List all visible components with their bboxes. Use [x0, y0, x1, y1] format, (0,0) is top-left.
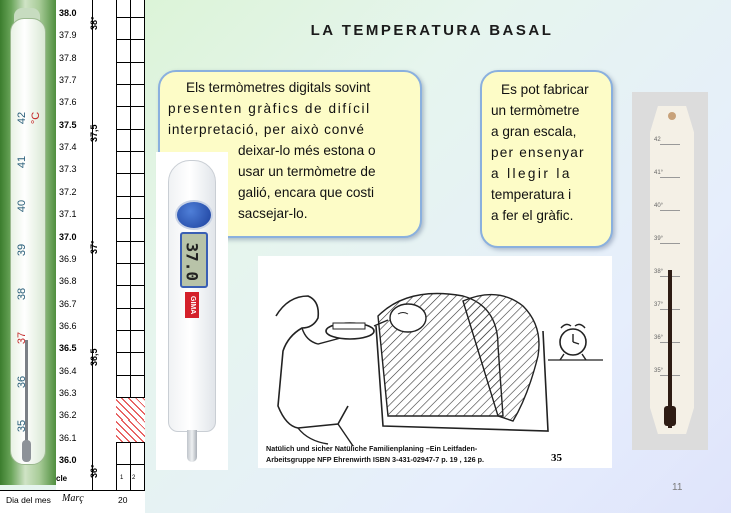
chart-y-label: 36.7 [59, 298, 77, 309]
scale-label: 41° [654, 170, 664, 176]
chart-y-label: 37.5 [59, 119, 77, 130]
note-line: interpretació, per això convé [168, 122, 365, 137]
scale-mark [660, 177, 680, 178]
chart-degree-label: 36,5 [89, 348, 99, 366]
note-line: galió, encara que costi [238, 185, 375, 200]
book-page-number: 35 [551, 452, 562, 464]
chart-y-label: 37.9 [59, 30, 77, 41]
thermometer-scale-number: 38 [16, 287, 29, 301]
thermometer-unit-label: °C [30, 111, 43, 125]
chart-y-label: 36.5 [59, 343, 77, 354]
chart-y-label: 36.2 [59, 410, 77, 421]
chart-y-label: 37.6 [59, 97, 77, 108]
thermometer-scale-number: 37 [16, 331, 29, 345]
chart-y-label: 36.8 [59, 276, 77, 287]
scale-mark [660, 210, 680, 211]
temperature-chart [56, 0, 145, 513]
thermometer-scale-number: 42 [16, 111, 29, 125]
citation-line: Natülich und sicher Natüliche Familienplaning –Ein Leitfaden- [266, 444, 478, 453]
chart-y-label: 36.0 [59, 455, 77, 465]
chart-y-label: 36.1 [59, 432, 77, 443]
thermometer-liquid-column [25, 340, 28, 452]
note-line: sacsejar-lo. [238, 206, 308, 221]
chart-y-label: 37.3 [59, 164, 77, 175]
chart-y-label: 36.4 [59, 365, 77, 376]
chart-y-label: 38.0 [59, 8, 77, 18]
column-number: 2 [132, 475, 136, 481]
chart-y-label: 37.0 [59, 231, 77, 242]
power-button-icon [175, 200, 213, 230]
column-number: 1 [120, 475, 124, 481]
chart-degree-label: 36° [89, 464, 99, 478]
note-line: un termòmetre [491, 103, 580, 118]
lcd-reading: 37.0 [182, 242, 202, 282]
chart-degree-label: 37° [89, 240, 99, 254]
chart-y-label: 37.2 [59, 186, 77, 197]
thermometer-scale-number: 39 [16, 243, 29, 257]
thermometer-bulb [664, 406, 676, 426]
large-thermometer-note [480, 70, 613, 248]
digital-thermometer-photo [156, 152, 228, 470]
scale-label: 38° [654, 269, 664, 275]
brand-logo: GIMA [185, 292, 199, 318]
note-line: Els termòmetres digitals sovint [186, 80, 371, 95]
note-line: a llegir la [491, 166, 572, 181]
chart-degree-label: 37,5 [89, 124, 99, 142]
note-line: presenten gràfics de difícil [168, 101, 371, 116]
thermometer-scale-number: 35 [16, 419, 29, 433]
thermometer-tube [10, 18, 46, 465]
handmade-thermometer-photo [632, 92, 708, 450]
note-line: usar un termòmetre de [238, 164, 376, 179]
chart-y-label: 36.3 [59, 387, 77, 398]
thermometer-bulb [22, 440, 31, 462]
hatched-cell [116, 420, 145, 442]
bed-scene-drawing [258, 256, 612, 468]
scale-label: 40° [654, 203, 664, 209]
thermometer-scale-number: 40 [16, 199, 29, 213]
scale-label: 35° [654, 368, 664, 374]
thermometer-probe-tip [187, 430, 197, 462]
thermometer-scale-number: 41 [16, 155, 29, 169]
thermometer-scale-number: 36 [16, 375, 29, 389]
scale-mark [660, 243, 680, 244]
cycle-label: cle [56, 474, 68, 483]
chart-footer-row [0, 490, 145, 514]
note-line: per ensenyar [491, 145, 585, 160]
scale-label: 42 [654, 137, 661, 143]
scale-label: 39° [654, 236, 664, 242]
thermometer-column [668, 270, 672, 428]
slide-number: 11 [672, 482, 683, 493]
chart-y-label: 36.9 [59, 253, 77, 264]
hatched-cell [116, 398, 145, 420]
note-line: a fer el gràfic. [491, 208, 574, 223]
slide-title: LA TEMPERATURA BASAL [310, 22, 554, 39]
cartoon-illustration [258, 256, 612, 468]
note-line: Es pot fabricar [501, 82, 589, 97]
month-label: Març [62, 493, 84, 504]
scale-mark [660, 144, 680, 145]
chart-y-label: 37.4 [59, 142, 77, 153]
chart-degree-label: 38° [89, 16, 99, 30]
scale-label: 37° [654, 302, 664, 308]
note-line: a gran escala, [491, 124, 577, 139]
hanging-hole [668, 112, 676, 120]
day-number: 20 [118, 495, 128, 505]
chart-y-label: 37.1 [59, 209, 77, 220]
day-of-month-label: Dia del mes [6, 495, 51, 505]
chart-y-label: 37.7 [59, 75, 77, 86]
chart-y-label: 37.8 [59, 52, 77, 63]
chart-y-label: 36.6 [59, 320, 77, 331]
citation-line: Arbeitsgruppe NFP Ehrenwirth ISBN 3-431-02947-7 p. 19 , 126 p. [266, 455, 484, 464]
cartoon-citation [266, 443, 484, 465]
glass-thermometer-photo [0, 0, 56, 485]
note-line: deixar-lo més estona o [238, 143, 376, 158]
scale-label: 36° [654, 335, 664, 341]
note-line: temperatura i [491, 187, 572, 202]
